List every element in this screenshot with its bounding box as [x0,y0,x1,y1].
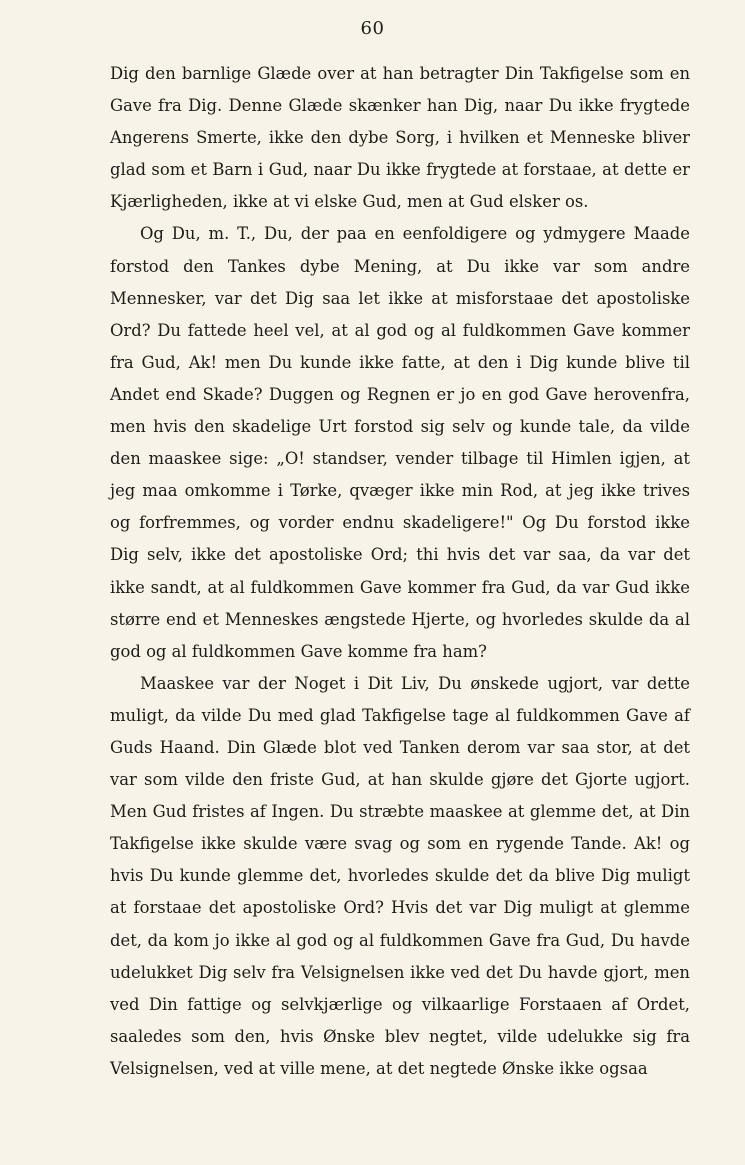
body-text [110,58,690,1085]
page-number: 60 [360,18,385,39]
paragraph-1: Dig den barnlige Glæde over at han betragter Din Takfigelse som en Gave fra Dig. Denne Glæde skænker han Dig, naar Du ikke frygtede Angerens Smerte, ikke den dybe Sorg, i hvilken et Menneske bliver glad som et Barn i Gud, naar Du ikke frygtede at forstaae, at dette er Kjærligheden, ikke at vi elske Gud, men at Gud elsker os. [110,64,690,212]
paragraph-2: Og Du, m. T., Du, der paa en eenfoldigere og ydmygere Maade forstod den Tankes dybe Mening, at Du ikke var som andre Mennesker, var det Dig saa let ikke at misforstaae det apostoliske Ord? Du fattede heel vel, at al god og al fuldkommen Gave kommer fra Gud, Ak! men Du kunde ikke fatte, at den i Dig kunde blive til Andet end Skade? Duggen og Regnen er jo en god Gave herovenfra, men hvis den skadelige Urt forstod sig selv og kunde tale, da vilde den maaskee sige: „O! standser, vender tilbage til Himlen igjen, at jeg maa omkomme i Tørke, qvæger ikke min Rod, at jeg ikke trives og forfremmes, og vorder endnu skadeligere!" Og Du forstod ikke Dig selv, ikke det apostoliske Ord; thi hvis det var saa, da var det ikke sandt, at al fuldkommen Gave kommer fra Gud, da var Gud ikke større end et Menneskes ængstede Hjerte, og hvorledes skulde da al god og al fuldkommen Gave komme fra ham? [110,224,690,661]
paragraph-3: Maaskee var der Noget i Dit Liv, Du ønskede ugjort, var dette muligt, da vilde Du med glad Takfigelse tage al fuldkommen Gave af Guds Haand. Din Glæde blot ved Tanken derom var saa stor, at det var som vilde den friste Gud, at han skulde gjøre det Gjorte ugjort. Men Gud fristes af Ingen. Du stræbte maaskee at glemme det, at Din Takfigelse ikke skulde være svag og som en rygende Tande. Ak! og hvis Du kunde glemme det, hvorledes skulde det da blive Dig muligt at forstaae det apostoliske Ord? Hvis det var Dig muligt at glemme det, da kom jo ikke al god og al fuldkommen Gave fra Gud, Du havde udelukket Dig selv fra Velsignelsen ikke ved det Du havde gjort, men ved Din fattige og selvkjærlige og vilkaarlige Forstaaen af Ordet, saaledes som den, hvis Ønske blev negtet, vilde udelukke sig fra Velsignelsen, ved at ville mene, at det negtede Ønske ikke ogsaa [110,673,690,1078]
